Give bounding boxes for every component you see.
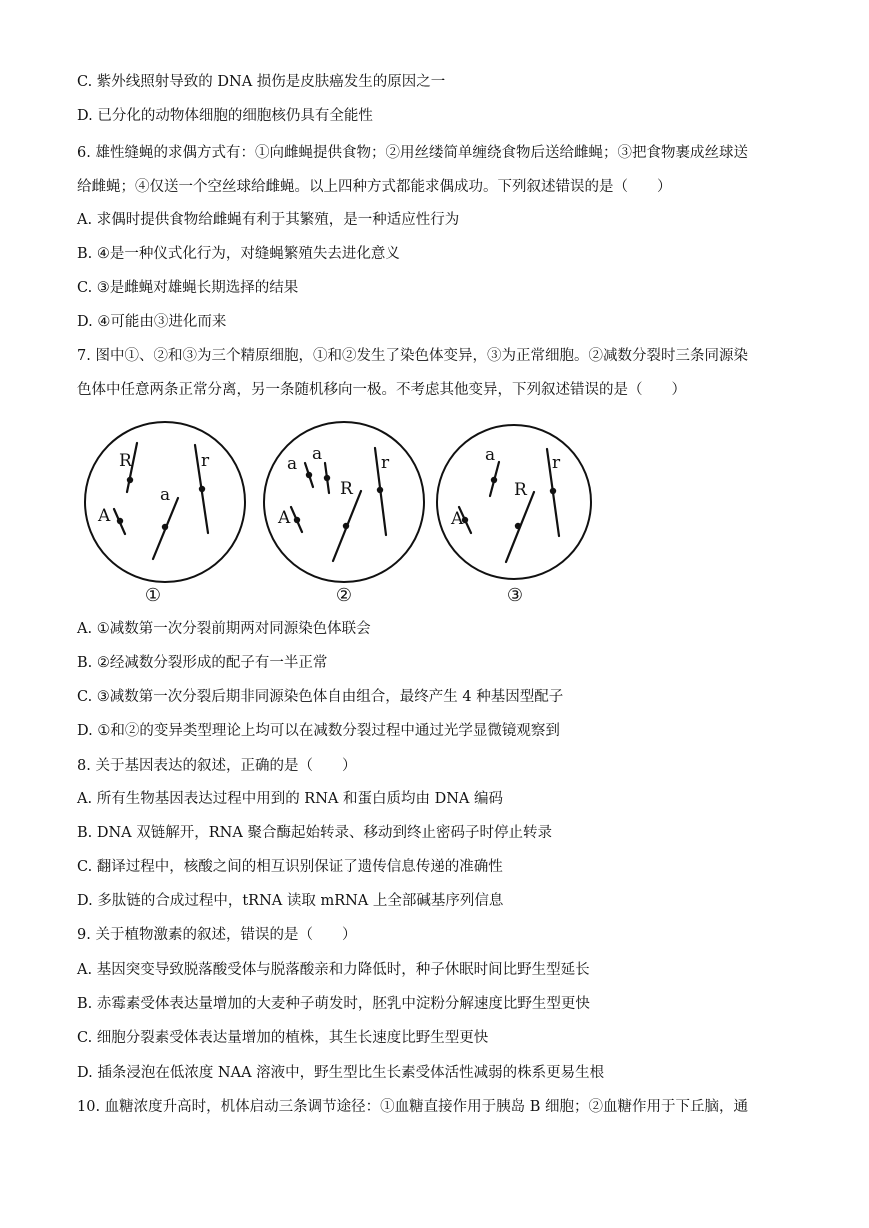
label-A-cell-3: A [451, 509, 464, 529]
label-R-cell-3: R [514, 480, 527, 500]
text-line: A. 基因突变导致脱落酸受体与脱落酸亲和力降低时，种子休眠时间比野生型延长 [77, 962, 590, 978]
caption-cell-3: ③ [506, 585, 524, 606]
text-line: D. ④可能由③进化而来 [77, 314, 227, 330]
label-R-cell-1: R [119, 451, 132, 471]
text-line: 9. 关于植物激素的叙述，错误的是（ ） [77, 927, 357, 943]
text-line: C. 紫外线照射导致的 DNA 损伤是皮肤癌发生的原因之一 [77, 74, 446, 90]
text-line: A. ①减数第一次分裂前期两对同源染色体联会 [77, 621, 371, 637]
chromosome-figure [78, 418, 798, 610]
caption-cell-2: ② [335, 585, 353, 606]
chromosomes-cell-2 [291, 448, 386, 561]
centromeres-cell-3 [462, 477, 556, 529]
label-R-cell-2: R [340, 479, 353, 499]
label-A-cell-2: A [278, 508, 291, 528]
label-r-cell-3: r [552, 453, 561, 473]
text-line: C. 翻译过程中，核酸之间的相互识别保证了遗传信息传递的准确性 [77, 859, 503, 875]
label-r-cell-1: r [201, 451, 210, 471]
label-a-cell-3: a [485, 445, 496, 465]
text-line: 色体中任意两条正常分离，另一条随机移向一极。不考虑其他变异，下列叙述错误的是（ ） [77, 382, 686, 398]
text-line: B. DNA 双链解开，RNA 聚合酶起始转录、移动到终止密码子时停止转录 [77, 825, 552, 841]
label-r-cell-2: r [381, 453, 390, 473]
text-line: D. ①和②的变异类型理论上均可以在减数分裂过程中通过光学显微镜观察到 [77, 723, 560, 739]
text-line: B. ④是一种仪式化行为，对缝蝇繁殖失去进化意义 [77, 246, 400, 262]
centromeres-cell-2 [294, 472, 383, 529]
text-line: 7. 图中①、②和③为三个精原细胞，①和②发生了染色体变异，③为正常细胞。②减数分裂时三条同源染 [77, 348, 748, 364]
text-line: 10. 血糖浓度升高时，机体启动三条调节途径：①血糖直接作用于胰岛 B 细胞；②血糖作用于下丘脑，通 [77, 1099, 749, 1115]
label-A-cell-1: A [98, 506, 111, 526]
text-line: D. 插条浸泡在低浓度 NAA 溶液中，野生型比生长素受体活性减弱的株系更易生根 [77, 1065, 605, 1081]
text-line: B. ②经减数分裂形成的配子有一半正常 [77, 655, 328, 671]
text-line: A. 所有生物基因表达过程中用到的 RNA 和蛋白质均由 DNA 编码 [77, 791, 503, 807]
label-a2-cell-2: a [312, 444, 323, 464]
text-line: A. 求偶时提供食物给雌蝇有利于其繁殖，是一种适应性行为 [77, 212, 460, 228]
label-a1-cell-2: a [287, 454, 298, 474]
text-line: 6. 雄性缝蝇的求偶方式有：①向雌蝇提供食物；②用丝缕简单缠绕食物后送给雌蝇；③把食物裹成丝球送 [77, 145, 748, 161]
text-line: D. 多肽链的合成过程中，tRNA 读取 mRNA 上全部碱基序列信息 [77, 893, 504, 909]
text-line: C. 细胞分裂素受体表达量增加的植株，其生长速度比野生型更快 [77, 1030, 489, 1046]
caption-cell-1: ① [144, 585, 162, 606]
label-a-cell-1: a [160, 485, 171, 505]
cell-circle-2 [264, 422, 424, 582]
chromosomes-cell-3 [459, 449, 559, 562]
cell-circle-3 [437, 425, 591, 579]
cells-diagram [78, 418, 798, 610]
text-line: C. ③是雌蝇对雄蝇长期选择的结果 [77, 280, 299, 296]
text-line: 给雌蝇；④仅送一个空丝球给雌蝇。以上四种方式都能求偶成功。下列叙述错误的是（ ） [77, 179, 672, 195]
text-line: D. 已分化的动物体细胞的细胞核仍具有全能性 [77, 108, 373, 124]
text-line: C. ③减数第一次分裂后期非同源染色体自由组合，最终产生 4 种基因型配子 [77, 689, 564, 705]
text-line: B. 赤霉素受体表达量增加的大麦种子萌发时，胚乳中淀粉分解速度比野生型更快 [77, 996, 590, 1012]
text-line: 8. 关于基因表达的叙述，正确的是（ ） [77, 758, 357, 774]
